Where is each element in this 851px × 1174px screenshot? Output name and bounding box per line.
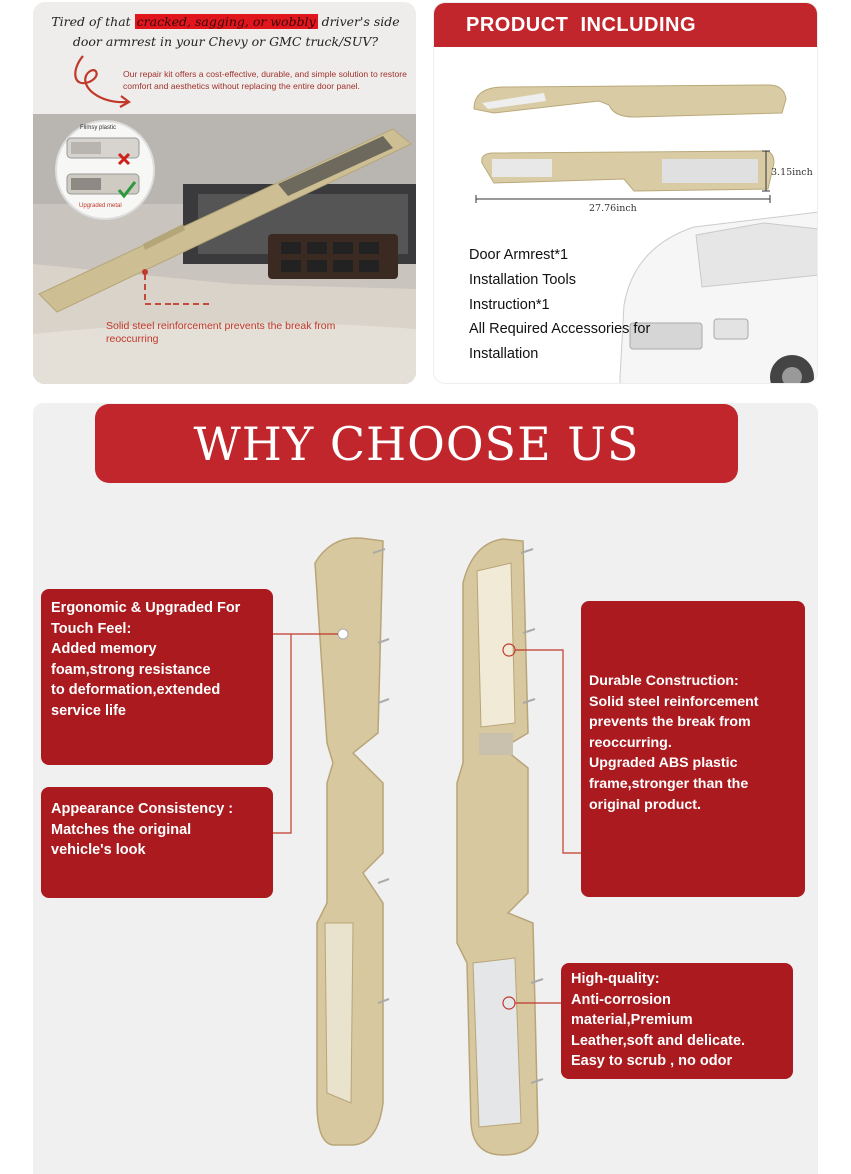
feature-line: Durable Construction: <box>589 673 739 689</box>
feature-line: Ergonomic & Upgraded For <box>51 600 241 616</box>
feature-line: Leather,soft and delicate. <box>571 1032 746 1049</box>
feature-line: frame,stronger than the <box>589 775 749 792</box>
headline-line2: door armrest in your Chevy or GMC truck/SUV? <box>72 34 379 49</box>
repair-kit-card <box>33 2 416 384</box>
product-including-card <box>433 2 818 384</box>
headline-highlight: cracked, sagging, or wobbly <box>136 14 316 29</box>
feature-line: Appearance Consistency : <box>51 801 234 817</box>
why-choose-us-card <box>33 403 818 1174</box>
feature-line: Easy to scrub , no odor <box>571 1053 733 1070</box>
included-items-list <box>469 243 650 367</box>
quality-feature-box <box>561 963 793 1079</box>
card1-body-text: Our repair kit offers a cost-effective, durable, and simple solution to restore comfort and aesthetics without replacing the entire door panel. <box>123 69 407 91</box>
feature-line: High-quality: <box>571 971 660 987</box>
inset-bottom-label: Upgraded metal <box>79 203 122 209</box>
list-item: Door Armrest*1 <box>469 247 569 263</box>
feature-line: service life <box>51 702 126 719</box>
list-item: All Required Accessories for <box>469 321 651 338</box>
feature-line: Matches the original <box>51 821 192 838</box>
feature-line: Upgraded ABS plastic <box>589 755 738 772</box>
comparison-illustration <box>63 134 149 206</box>
feature-line: Touch Feel: <box>51 620 132 637</box>
feature-line: to deformation,extended <box>51 682 221 699</box>
feature-line: vehicle's look <box>51 842 146 859</box>
headline-pre: Tired of that <box>51 14 135 29</box>
length-dimension: 27.76inch <box>589 203 637 214</box>
feature-line: material,Premium <box>571 1012 693 1029</box>
product-including-banner: PRODUCT INCLUDING <box>434 3 818 47</box>
ergonomic-feature-box <box>41 589 273 765</box>
headline-post: driver's side <box>317 14 400 29</box>
feature-line: reoccurring. <box>589 734 672 751</box>
list-item: Installation Tools <box>469 271 576 288</box>
feature-line: Added memory <box>51 641 157 658</box>
feature-line: Solid steel reinforcement <box>589 693 759 710</box>
inset-top-label: Flimsy plastic <box>80 125 117 131</box>
feature-line: prevents the break from <box>589 714 751 731</box>
list-item: Installation <box>469 346 539 363</box>
appearance-feature-box <box>41 787 273 898</box>
card1-headline <box>43 12 408 52</box>
feature-line: original product. <box>589 796 701 813</box>
reinforcement-caption: Solid steel reinforcement prevents the break from reoccurring <box>106 320 336 345</box>
durable-feature-box <box>581 601 805 897</box>
height-dimension: 3.15inch <box>771 167 813 178</box>
feature-line: foam,strong resistance <box>51 661 211 678</box>
why-choose-us-banner: WHY CHOOSE US <box>95 404 738 483</box>
list-item: Instruction*1 <box>469 296 550 313</box>
feature-line: Anti-corrosion <box>571 991 671 1008</box>
